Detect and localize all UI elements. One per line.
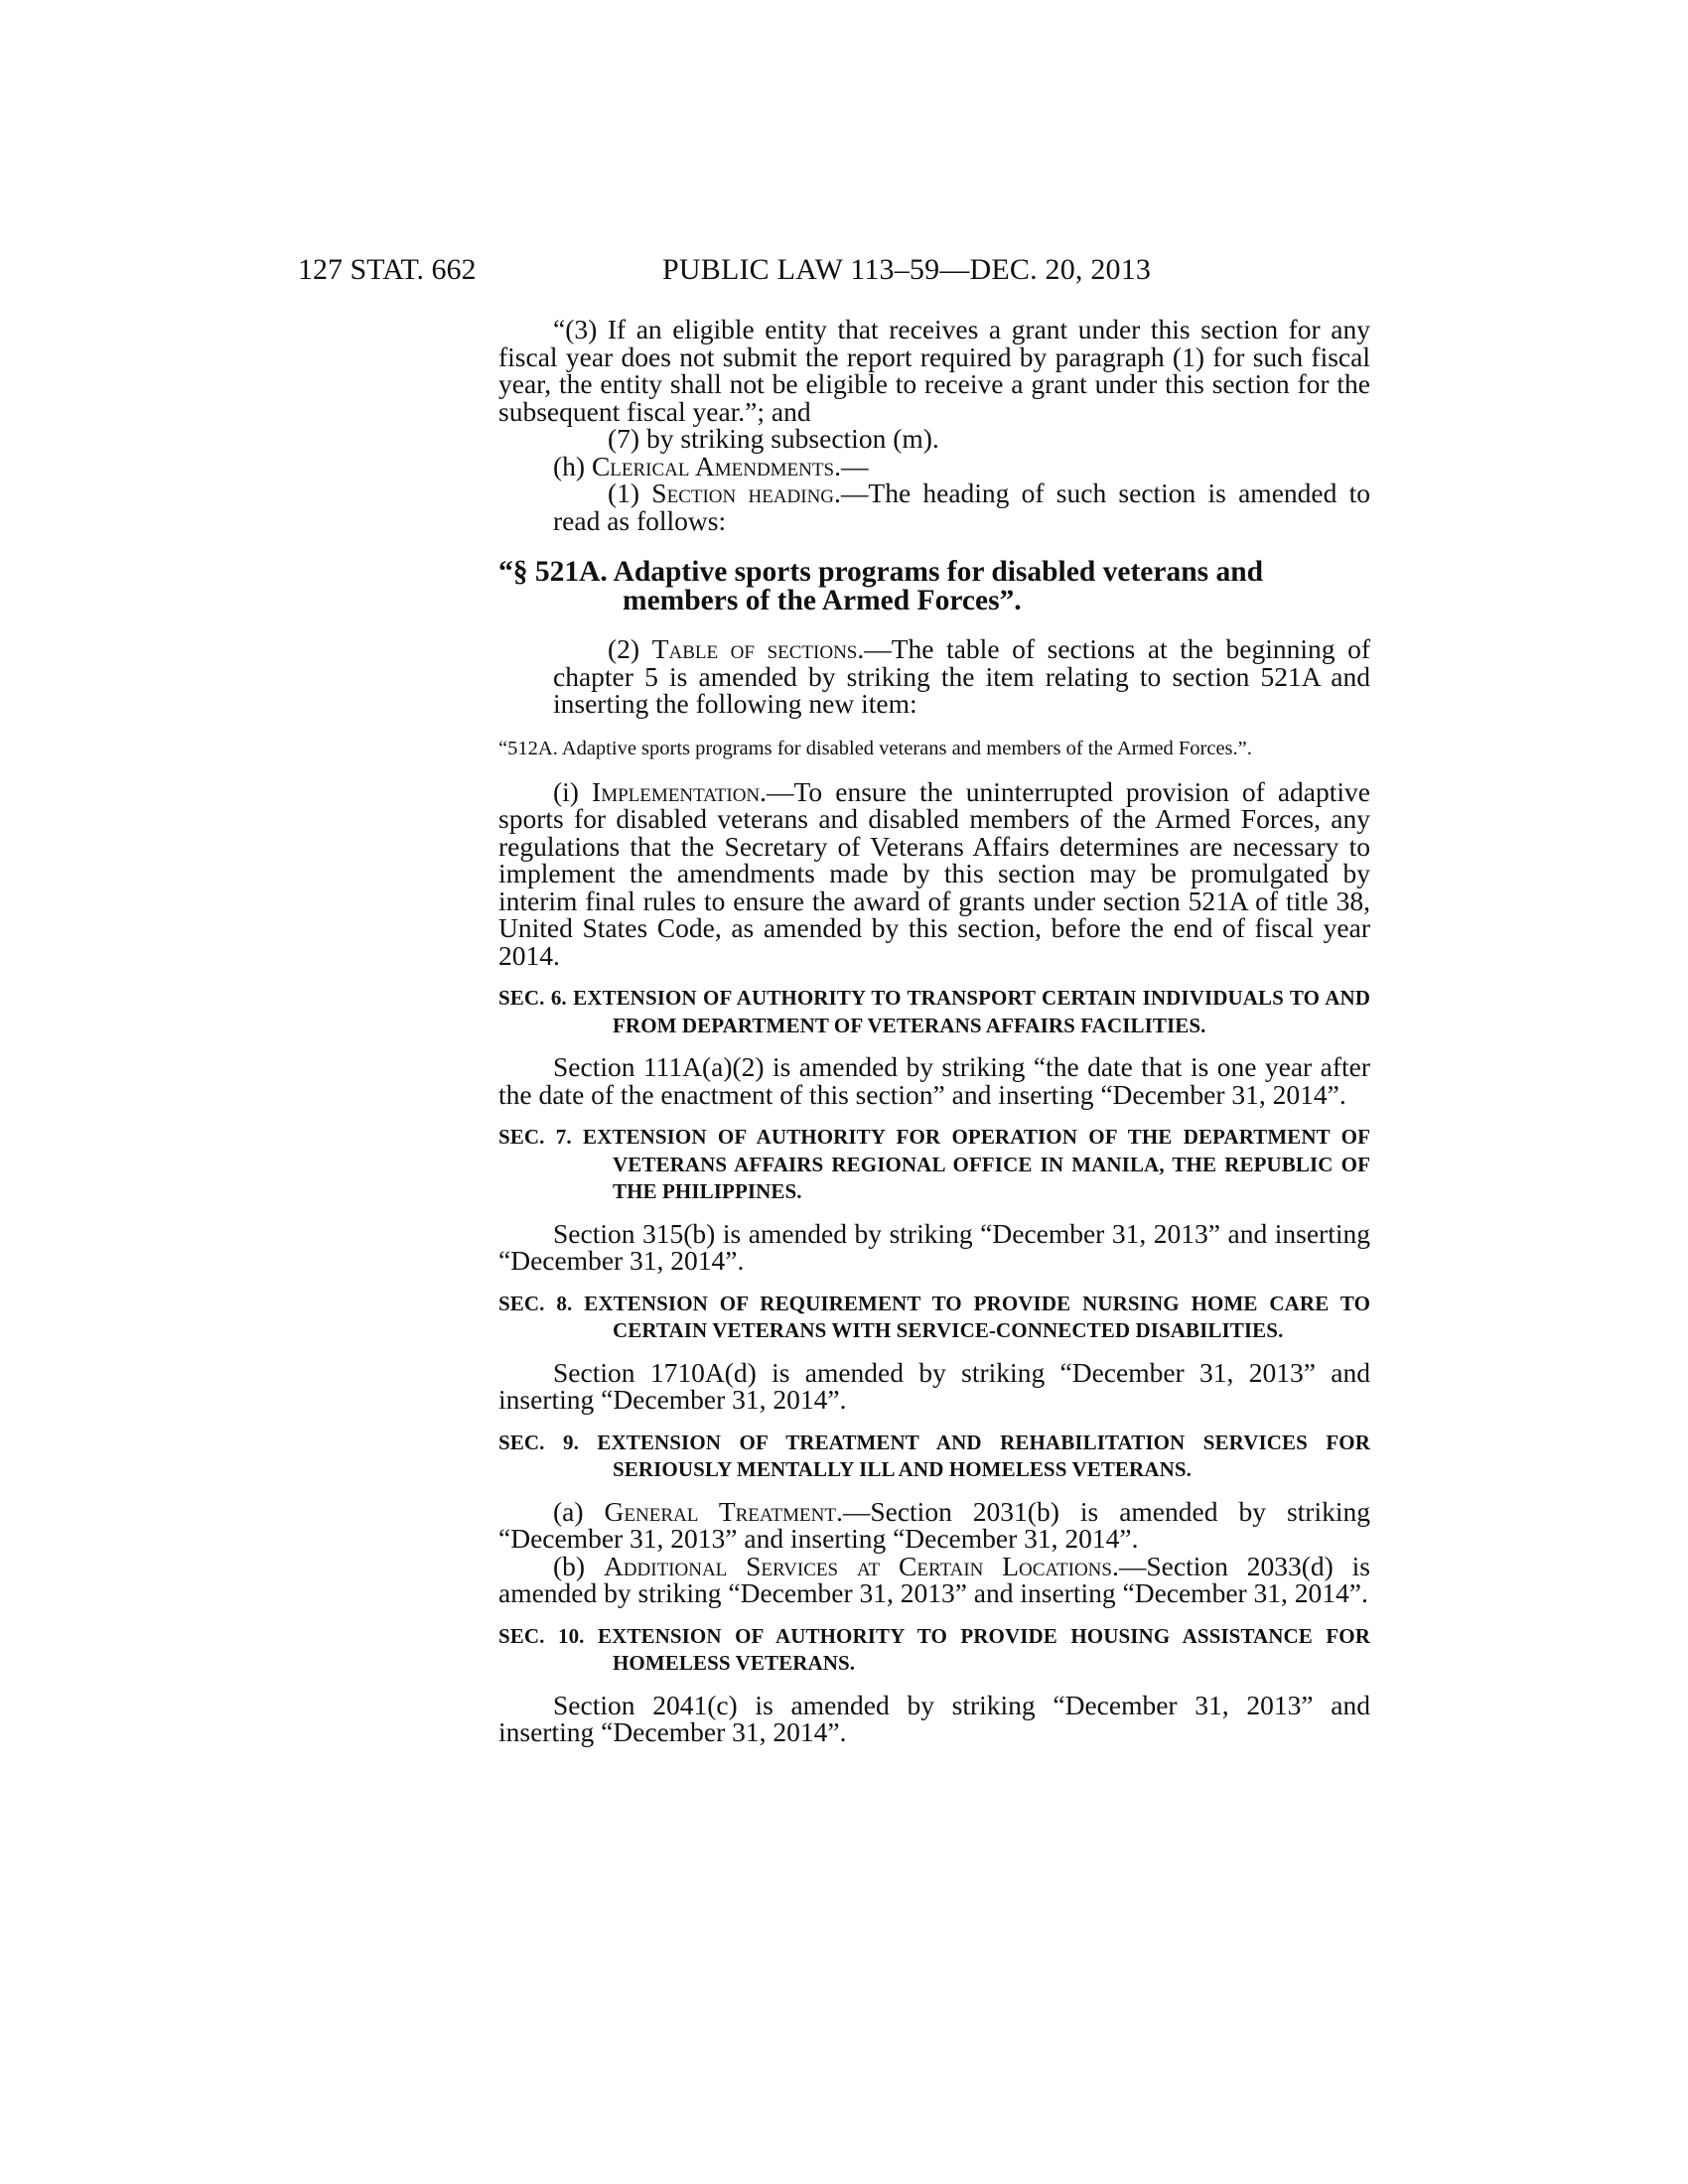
paragraph-7-text: (7) by striking subsection (m). [608, 423, 939, 454]
section-7-heading: SEC. 7. EXTENSION OF AUTHORITY FOR OPERATION OF THE DEPARTMENT OF VETERANS AFFAIRS REGIONAL OFFICE IN MANILA, THE REPUBLIC OF THE PHILIPPINES. [498, 1125, 1370, 1203]
section-9a [498, 1495, 1370, 1554]
document-body [498, 316, 1370, 1746]
section-9a-text: .—Section 2031(b) is amended by striking “December 31, 2013” and inserting “December 31, 2014”. [498, 1495, 1370, 1554]
paragraph-h1-label: (1) [608, 478, 652, 508]
law-title: PUBLIC LAW 113–59—DEC. 20, 2013 [662, 253, 1152, 286]
section-8-text: Section 1710A(d) is amended by striking “December 31, 2013” and inserting “December 31, 2014”. [498, 1356, 1370, 1415]
subsection-i-label: (i) [553, 775, 593, 807]
section-9b-label: (b) [553, 1550, 604, 1581]
section-9-heading: SEC. 9. EXTENSION OF TREATMENT AND REHABILITATION SERVICES FOR SERIOUSLY MENTALLY ILL AND HOMELESS VETERANS. [498, 1430, 1370, 1481]
page-header [298, 250, 1390, 290]
section-9b-text: .—Section 2033(d) is amended by striking “December 31, 2013” and inserting “December 31, 2014”. [498, 1550, 1370, 1608]
subsection-i [498, 775, 1370, 971]
section-9a-title: General Treatment [604, 1495, 836, 1527]
section-10-text: Section 2041(c) is amended by striking “December 31, 2013” and inserting “December 31, 2014”. [498, 1689, 1370, 1747]
section-8-heading: SEC. 8. EXTENSION OF REQUIREMENT TO PROVIDE NURSING HOME CARE TO CERTAIN VETERANS WITH SERVICE-CONNECTED DISABILITIES. [498, 1291, 1370, 1342]
section-9b-title: Additional Services at Certain Locations [603, 1550, 1112, 1581]
stat-page-number: 127 STAT. 662 [298, 253, 477, 286]
section-6-text: Section 111A(a)(2) is amended by striking “the date that is one year after the date of the enactment of this section” and inserting “December 31, 2014”. [498, 1051, 1370, 1110]
paragraph-h2-text: .—The table of sections at the beginning of chapter 5 is amended by striking the item relating to section 521A and inserting the following new item: [553, 633, 1370, 719]
section-6-heading: SEC. 6. EXTENSION OF AUTHORITY TO TRANSPORT CERTAIN INDIVIDUALS TO AND FROM DEPARTMENT OF VETERANS AFFAIRS FACILITIES. [498, 986, 1370, 1037]
subsection-h-dash: .— [834, 450, 869, 481]
paragraph-h1 [498, 479, 1370, 534]
paragraph-3: “(3) If an eligible entity that receives a grant under this section for any fiscal year does not submit the report required by paragraph (1) for such fiscal year, the entity shall not be eligible to receive a grant under this section for the subsequent fiscal year.”; and [498, 314, 1370, 427]
subsection-h [498, 450, 1370, 481]
subsection-i-title: Implementation [592, 775, 761, 807]
paragraph-7 [498, 425, 1370, 453]
table-of-sections-item: “512A. Adaptive sports programs for disabled veterans and members of the Armed Forces.”. [498, 737, 1252, 759]
subsection-i-text: .—To ensure the uninterrupted provision of adaptive sports for disabled veterans and disabled members of the Armed Forces, any regulations that the Secretary of Veterans Affairs determines are necessary to implement the amendments made by this section may be promulgated by interim final rules to ensure the award of grants under section 521A of title 38, United States Code, as amended by this section, before the end of fiscal year 2014. [498, 775, 1370, 971]
paragraph-h1-title: Section heading [651, 478, 835, 508]
paragraph-h2-title: Table of sections [651, 633, 858, 664]
section-9a-label: (a) [553, 1495, 605, 1527]
section-10-heading: SEC. 10. EXTENSION OF AUTHORITY TO PROVIDE HOUSING ASSISTANCE FOR HOMELESS VETERANS. [498, 1623, 1370, 1675]
section-9b [498, 1550, 1370, 1608]
section-7-text: Section 315(b) is amended by striking “December 31, 2013” and inserting “December 31, 2014”. [498, 1217, 1370, 1276]
subsection-h-title: Clerical Amendments [591, 450, 835, 481]
subsection-h-label: (h) [553, 450, 592, 481]
paragraph-h1-text: .—The heading of such section is amended to read as follows: [553, 478, 1370, 536]
paragraph-h2 [498, 635, 1370, 718]
section-heading-521a: “§ 521A. Adaptive sports programs for disabled veterans and members of the Armed Forces”. [498, 556, 1264, 616]
paragraph-h2-label: (2) [608, 633, 652, 664]
